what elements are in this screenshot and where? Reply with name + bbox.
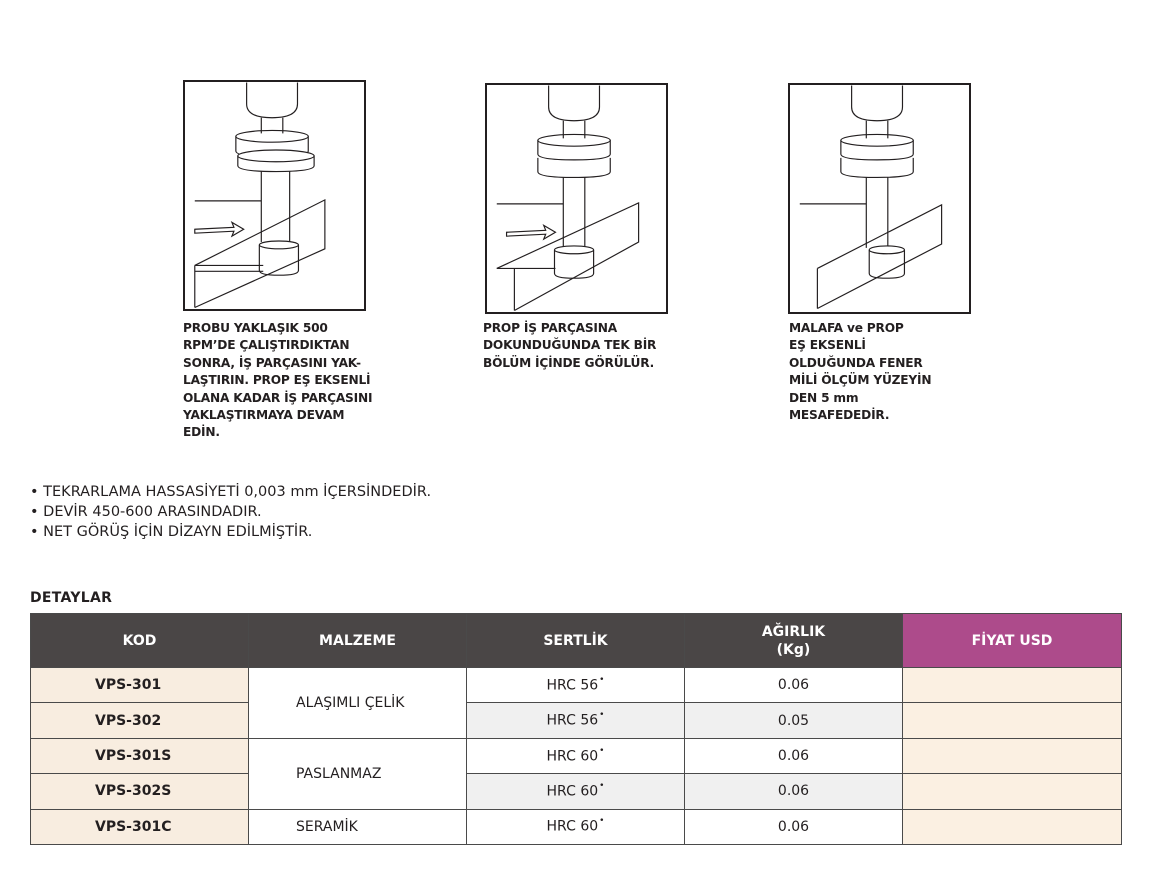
weight-cell: 0.06 <box>685 774 903 809</box>
weight-cell: 0.05 <box>685 703 903 738</box>
kod-cell: VPS-301C <box>31 809 249 844</box>
price-cell <box>903 668 1122 703</box>
weight-cell: 0.06 <box>685 738 903 773</box>
table-row <box>31 703 1122 738</box>
price-cell <box>903 738 1122 773</box>
step-2-illustration <box>485 83 668 314</box>
hardness-cell <box>467 738 685 773</box>
price-cell <box>903 703 1122 738</box>
feature-item: • TEKRARLAMA HASSASİYETİ 0,003 mm İÇERSİNDEDİR. <box>30 484 432 500</box>
kod-cell: VPS-302S <box>31 774 249 809</box>
degree-symbol: • <box>599 816 605 827</box>
step-2-caption: PROP İŞ PARÇASINA DOKUNDUĞUNDA TEK BİR BÖLÜM İÇİNDE GÖRÜLÜR. <box>483 321 657 370</box>
table-header-row <box>31 614 1122 668</box>
degree-symbol: • <box>599 674 605 685</box>
table-row <box>31 774 1122 809</box>
step-3-illustration <box>788 83 971 314</box>
hardness-value: HRC 60 <box>546 748 599 765</box>
feature-item: • DEVİR 450-600 ARASINDADIR. <box>30 504 262 520</box>
header-weight <box>685 614 903 668</box>
step-3-caption: MALAFA ve PROP EŞ EKSENLİ OLDUĞUNDA FENER MİLİ ÖLÇÜM YÜZEYİN DEN 5 mm MESAFEDEDİR. <box>789 321 932 423</box>
degree-symbol: • <box>599 710 605 721</box>
details-table <box>30 613 1122 845</box>
table-row <box>31 809 1122 844</box>
edge-finder-offset-illustration <box>185 82 364 309</box>
step-1-caption: PROBU YAKLAŞIK 500 RPM’DE ÇALIŞTIRDIKTAN SONRA, İŞ PARÇASINI YAK- LAŞTIRIN. PROP EŞ EKSENLİ OLANA KADAR İŞ PARÇASINI YAKLAŞTIRMAYA DEVAM EDİN. <box>183 321 373 440</box>
header-weight-line2: (Kg) <box>776 641 811 658</box>
kod-cell: VPS-301 <box>31 668 249 703</box>
header-hardness: SERTLİK <box>467 614 685 668</box>
feature-item: • NET GÖRÜŞ İÇİN DİZAYN EDİLMİŞTİR. <box>30 524 313 540</box>
hardness-value: HRC 60 <box>546 783 599 800</box>
header-kod: KOD <box>31 614 249 668</box>
kod-cell: VPS-301S <box>31 738 249 773</box>
price-cell <box>903 774 1122 809</box>
feature-list <box>30 482 431 542</box>
weight-cell: 0.06 <box>685 668 903 703</box>
price-cell <box>903 809 1122 844</box>
hardness-value: HRC 56 <box>546 677 599 694</box>
hardness-cell <box>467 668 685 703</box>
hardness-cell <box>467 809 685 844</box>
header-material: MALZEME <box>249 614 467 668</box>
weight-cell: 0.06 <box>685 809 903 844</box>
step-1-illustration <box>183 80 366 311</box>
hardness-cell <box>467 703 685 738</box>
edge-finder-aligned-illustration <box>790 85 969 312</box>
table-row <box>31 668 1122 703</box>
table-row <box>31 738 1122 773</box>
degree-symbol: • <box>599 781 605 792</box>
material-cell: PASLANMAZ <box>249 738 467 809</box>
details-title: DETAYLAR <box>30 590 113 606</box>
hardness-value: HRC 60 <box>546 819 599 836</box>
material-cell: SERAMİK <box>249 809 467 844</box>
hardness-value: HRC 56 <box>546 712 599 729</box>
header-weight-line1: AĞIRLIK <box>761 623 826 640</box>
hardness-cell <box>467 774 685 809</box>
header-price: FİYAT USD <box>903 614 1122 668</box>
material-cell: ALAŞIMLI ÇELİK <box>249 668 467 739</box>
edge-finder-contact-illustration <box>487 85 666 312</box>
kod-cell: VPS-302 <box>31 703 249 738</box>
degree-symbol: • <box>599 745 605 756</box>
